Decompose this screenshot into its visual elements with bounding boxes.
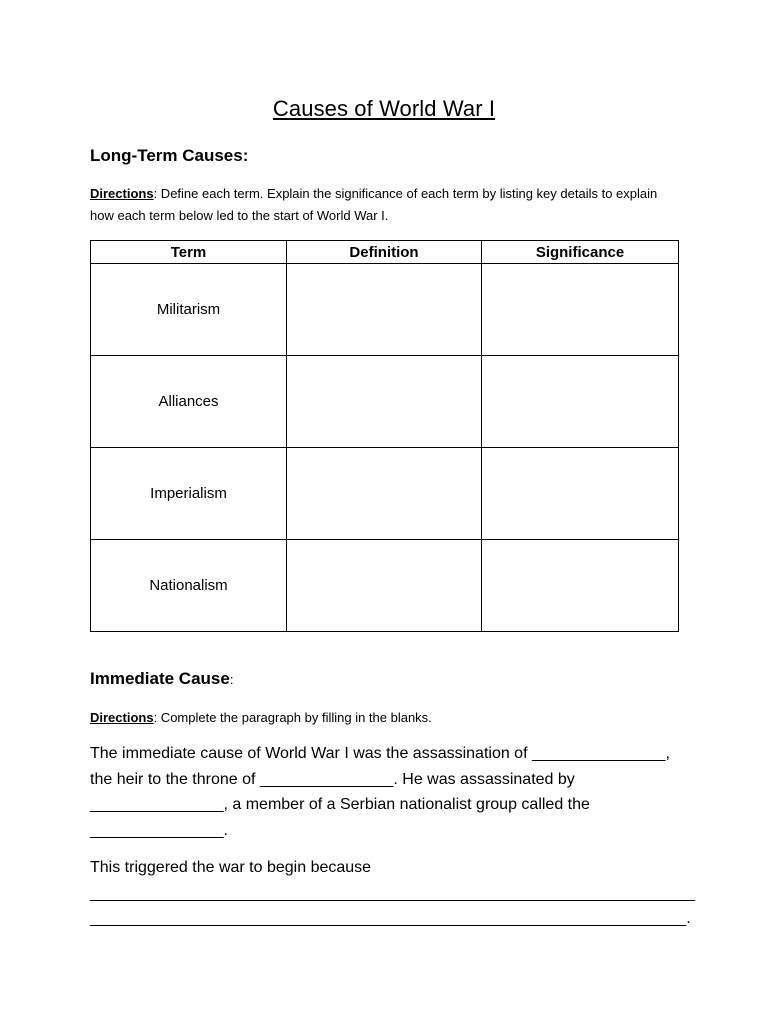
definition-cell[interactable]: [287, 448, 482, 540]
term-cell: Alliances: [91, 356, 287, 448]
fill-in-paragraph[interactable]: [90, 741, 690, 843]
answer-blank-line: ___________________________________________________________________.: [90, 910, 691, 927]
term-cell: Imperialism: [91, 448, 287, 540]
paragraph-line: _______________.: [90, 821, 228, 839]
causes-table: [90, 240, 679, 632]
definition-cell[interactable]: [287, 540, 482, 632]
long-term-heading: Long-Term Causes:: [90, 146, 249, 165]
directions-text: : Define each term. Explain the significance of each term by listing key details to explain how each term below led to the start of World War I.: [90, 186, 658, 223]
definition-cell[interactable]: [287, 264, 482, 356]
paragraph-line: The immediate cause of World War I was the assassination of _______________,: [90, 745, 670, 762]
table-row: [91, 540, 679, 632]
term-cell: Nationalism: [91, 540, 287, 632]
long-term-directions: [90, 183, 680, 227]
column-header-significance: Significance: [482, 241, 679, 264]
table-row: [91, 448, 679, 540]
significance-cell[interactable]: [482, 356, 679, 448]
significance-cell[interactable]: [482, 540, 679, 632]
significance-cell[interactable]: [482, 264, 679, 356]
table-row: [91, 356, 679, 448]
column-header-definition: Definition: [287, 241, 482, 264]
page-title: Causes of World War I: [272, 96, 496, 121]
paragraph-line: the heir to the throne of _______________. He was assassinated by: [90, 770, 575, 788]
immediate-directions: [90, 707, 680, 729]
term-cell: Militarism: [91, 264, 287, 356]
column-header-term: Term: [91, 241, 287, 264]
immediate-cause-heading-text: Immediate Cause: [90, 669, 230, 688]
trigger-paragraph[interactable]: [90, 855, 696, 932]
table-row: [91, 264, 679, 356]
immediate-cause-heading-colon: :: [229, 672, 234, 687]
immediate-cause-heading: [90, 669, 233, 689]
directions-label: Directions: [90, 186, 154, 201]
answer-blank-line: ____________________________________________________________________: [90, 884, 696, 902]
paragraph-line: _______________, a member of a Serbian nationalist group called the: [90, 796, 590, 813]
trigger-line: This triggered the war to begin because: [90, 859, 372, 876]
directions-text: : Complete the paragraph by filling in the blanks.: [153, 710, 432, 725]
directions-label: Directions: [90, 710, 154, 725]
definition-cell[interactable]: [287, 356, 482, 448]
table-header-row: [91, 241, 679, 264]
significance-cell[interactable]: [482, 448, 679, 540]
